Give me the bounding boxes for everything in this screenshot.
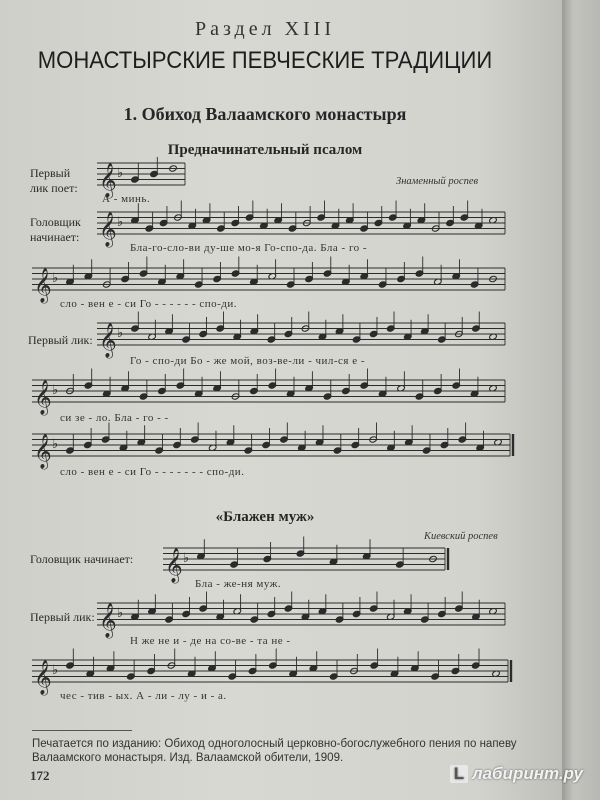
flat-key-icon: ♭ [183, 551, 190, 566]
system-label: Головщик начинает: [30, 552, 134, 566]
footnote-rule [32, 730, 132, 731]
lyrics-line: сло - вен е - си Го - - - - - - спо-ди. [60, 298, 238, 310]
treble-clef-icon: 𝄞 [99, 212, 117, 247]
watermark-logo [450, 764, 583, 784]
lyrics-line: Го - спо-ди Бо - же мой, воз-ве-ли - чил-ся е - [130, 355, 366, 367]
page-number: 172 [30, 768, 50, 783]
watermark-badge-icon: L [450, 765, 468, 783]
treble-clef-icon: 𝄞 [34, 434, 52, 469]
system-label: Первый лик: [30, 610, 95, 624]
system-label: Головщик начинает: [30, 215, 81, 244]
watermark-text: лабиринт.ру [472, 764, 583, 783]
lyrics-line: Бла - же-ня муж. [195, 578, 282, 590]
treble-clef-icon: 𝄞 [99, 163, 117, 198]
subsection-title: 1. Обиход Валаамского монастыря [123, 104, 407, 124]
section-label: Раздел XIII [195, 18, 335, 40]
lyrics-line: А - минь. [102, 193, 151, 205]
lyrics-line: си зе - ло. Бла - го - - [60, 412, 169, 424]
flat-key-icon: ♭ [52, 437, 59, 452]
chant-name-znamenny: Знаменный роспев [396, 176, 479, 187]
system-label: Первый лик поет: [30, 166, 78, 195]
chant-name-kievsky: Киевский роспев [424, 531, 498, 542]
lyrics-line: чес - тив - ых. А - ли - лу - и - а. [60, 690, 227, 702]
treble-clef-icon: 𝄞 [34, 268, 52, 303]
flat-key-icon: ♭ [52, 383, 59, 398]
adjacent-page-edge [562, 0, 600, 800]
flat-key-icon: ♭ [52, 271, 59, 286]
lyrics-line: Н же не и - де на со-ве - та не - [130, 635, 291, 647]
flat-key-icon: ♭ [117, 326, 124, 341]
system-label: Первый лик: [28, 333, 93, 347]
flat-key-icon: ♭ [117, 166, 124, 181]
treble-clef-icon: 𝄞 [165, 548, 183, 583]
treble-clef-icon: 𝄞 [34, 380, 52, 415]
treble-clef-icon: 𝄞 [99, 323, 117, 358]
chapter-title: МОНАСТЫРСКИЕ ПЕВЧЕСКИЕ ТРАДИЦИИ [37, 47, 493, 74]
flat-key-icon: ♭ [117, 606, 124, 621]
piece-title-psalm: Предначинательный псалом [167, 142, 363, 158]
lyrics-line: сло - вен е - си Го - - - - - - - спо-ди. [60, 466, 245, 478]
piece-title-blazhen: «Блажен муж» [215, 509, 315, 525]
treble-clef-icon: 𝄞 [99, 603, 117, 638]
flat-key-icon: ♭ [117, 215, 124, 230]
footnote: Печатается по изданию: Обиход одноголосный церковно-богослужебного пения по напеву Валаамского монастыря. Изд. Валаамской обители, 1909. [32, 738, 517, 764]
lyrics-line: Бла-го-сло-ви ду-ше мо-я Го-спо-да. Бла - го - [130, 242, 368, 254]
treble-clef-icon: 𝄞 [34, 660, 52, 695]
flat-key-icon: ♭ [52, 663, 59, 678]
